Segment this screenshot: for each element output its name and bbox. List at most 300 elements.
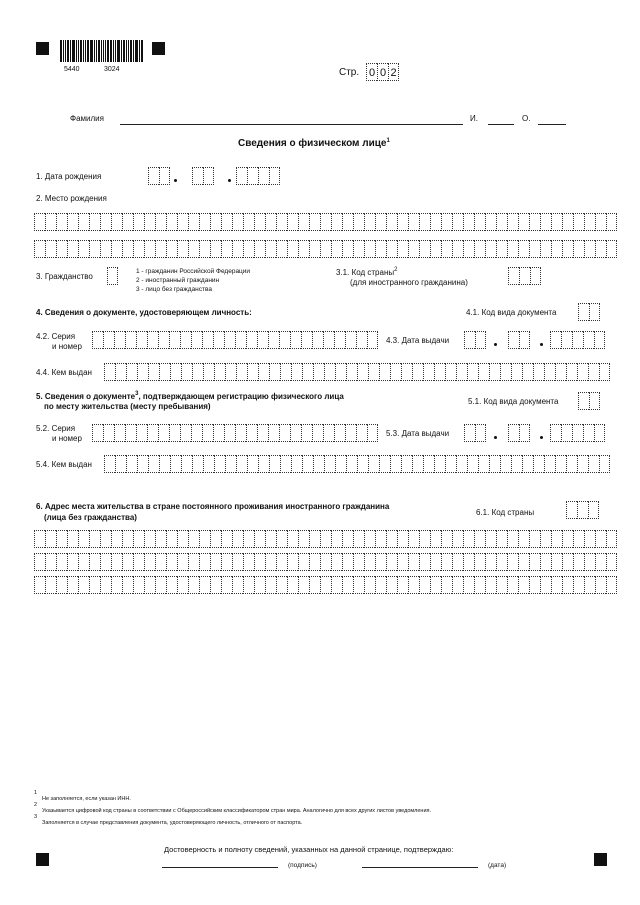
input-cell[interactable] xyxy=(254,553,265,571)
input-cell[interactable] xyxy=(254,576,265,594)
input-cell[interactable] xyxy=(221,240,232,258)
input-cell[interactable] xyxy=(474,530,485,548)
input-cell[interactable] xyxy=(290,424,301,442)
input-cell[interactable] xyxy=(496,240,507,258)
input-cell[interactable] xyxy=(551,576,562,594)
input-cell[interactable] xyxy=(287,240,298,258)
input-cell[interactable] xyxy=(456,455,467,473)
input-cell[interactable] xyxy=(290,331,301,349)
input-cell[interactable] xyxy=(232,576,243,594)
input-cell[interactable] xyxy=(236,363,247,381)
input-cell[interactable] xyxy=(133,530,144,548)
input-cell[interactable] xyxy=(302,455,313,473)
input-cell[interactable] xyxy=(529,530,540,548)
input-cell[interactable] xyxy=(342,553,353,571)
input-cell[interactable] xyxy=(67,240,78,258)
input-cell[interactable] xyxy=(67,530,78,548)
input-cell[interactable] xyxy=(210,240,221,258)
input-cell[interactable] xyxy=(122,553,133,571)
input-cell[interactable] xyxy=(122,213,133,231)
input-cell[interactable] xyxy=(34,240,45,258)
input-cell[interactable] xyxy=(125,331,136,349)
input-cell[interactable] xyxy=(188,553,199,571)
input-cell[interactable] xyxy=(111,576,122,594)
input-cell[interactable] xyxy=(166,213,177,231)
input-cell[interactable] xyxy=(518,530,529,548)
input-cell[interactable] xyxy=(301,424,312,442)
input-cell[interactable] xyxy=(342,530,353,548)
input-cell[interactable] xyxy=(474,553,485,571)
input-cell[interactable] xyxy=(599,455,610,473)
input-cell[interactable] xyxy=(474,576,485,594)
input-cell[interactable] xyxy=(353,553,364,571)
input-cell[interactable] xyxy=(232,530,243,548)
input-cell[interactable] xyxy=(202,331,213,349)
input-cell[interactable] xyxy=(551,553,562,571)
input-cell[interactable] xyxy=(144,240,155,258)
input-cell[interactable] xyxy=(147,424,158,442)
registration-issue-year[interactable] xyxy=(550,424,605,442)
input-cell[interactable] xyxy=(430,530,441,548)
input-cell[interactable] xyxy=(45,240,56,258)
input-cell[interactable] xyxy=(335,363,346,381)
input-cell[interactable] xyxy=(301,331,312,349)
input-cell[interactable] xyxy=(56,576,67,594)
input-cell[interactable] xyxy=(100,553,111,571)
input-cell[interactable] xyxy=(331,530,342,548)
input-cell[interactable] xyxy=(243,213,254,231)
input-cell[interactable] xyxy=(573,213,584,231)
input-cell[interactable] xyxy=(203,455,214,473)
patronymic-initial-line[interactable] xyxy=(538,124,566,125)
input-cell[interactable] xyxy=(89,576,100,594)
input-cell[interactable] xyxy=(346,363,357,381)
input-cell[interactable] xyxy=(144,530,155,548)
input-cell[interactable] xyxy=(243,530,254,548)
input-cell[interactable] xyxy=(313,455,324,473)
input-cell[interactable] xyxy=(221,530,232,548)
input-cell[interactable] xyxy=(188,576,199,594)
input-cell[interactable] xyxy=(452,576,463,594)
input-cell[interactable] xyxy=(100,576,111,594)
input-cell[interactable] xyxy=(126,363,137,381)
input-cell[interactable] xyxy=(419,240,430,258)
surname-line[interactable] xyxy=(120,124,463,125)
input-cell[interactable] xyxy=(177,530,188,548)
registration-doc-type-field[interactable] xyxy=(578,392,600,410)
input-cell[interactable] xyxy=(181,455,192,473)
input-cell[interactable] xyxy=(577,363,588,381)
input-cell[interactable] xyxy=(364,553,375,571)
identity-series-number-field[interactable] xyxy=(92,331,378,349)
input-cell[interactable] xyxy=(287,576,298,594)
identity-issued-by-field[interactable] xyxy=(104,363,610,381)
input-cell[interactable] xyxy=(408,530,419,548)
input-cell[interactable] xyxy=(345,424,356,442)
input-cell[interactable] xyxy=(577,455,588,473)
input-cell[interactable] xyxy=(103,331,114,349)
input-cell[interactable] xyxy=(357,455,368,473)
input-cell[interactable] xyxy=(496,530,507,548)
input-cell[interactable] xyxy=(397,553,408,571)
input-cell[interactable] xyxy=(177,553,188,571)
identity-doc-type-field[interactable] xyxy=(578,303,600,321)
input-cell[interactable] xyxy=(386,530,397,548)
input-cell[interactable] xyxy=(309,576,320,594)
input-cell[interactable] xyxy=(265,553,276,571)
birth-date-year[interactable] xyxy=(236,167,280,185)
input-cell[interactable] xyxy=(136,331,147,349)
input-cell[interactable] xyxy=(518,576,529,594)
input-cell[interactable] xyxy=(89,553,100,571)
input-cell[interactable] xyxy=(386,576,397,594)
input-cell[interactable] xyxy=(342,240,353,258)
input-cell[interactable] xyxy=(257,424,268,442)
input-cell[interactable] xyxy=(353,530,364,548)
birth-date-month[interactable] xyxy=(192,167,214,185)
input-cell[interactable] xyxy=(412,455,423,473)
input-cell[interactable] xyxy=(298,553,309,571)
input-cell[interactable] xyxy=(144,576,155,594)
input-cell[interactable] xyxy=(104,363,115,381)
input-cell[interactable] xyxy=(334,331,345,349)
input-cell[interactable] xyxy=(423,363,434,381)
input-cell[interactable] xyxy=(551,530,562,548)
input-cell[interactable] xyxy=(434,363,445,381)
input-cell[interactable] xyxy=(323,424,334,442)
input-cell[interactable] xyxy=(430,213,441,231)
input-cell[interactable] xyxy=(496,213,507,231)
input-cell[interactable] xyxy=(246,331,257,349)
input-cell[interactable] xyxy=(529,240,540,258)
input-cell[interactable] xyxy=(595,530,606,548)
input-cell[interactable] xyxy=(309,213,320,231)
input-cell[interactable] xyxy=(268,424,279,442)
input-cell[interactable] xyxy=(485,240,496,258)
input-cell[interactable] xyxy=(500,455,511,473)
input-cell[interactable] xyxy=(324,363,335,381)
input-cell[interactable] xyxy=(56,553,67,571)
input-cell[interactable] xyxy=(291,455,302,473)
input-cell[interactable] xyxy=(133,240,144,258)
input-cell[interactable] xyxy=(34,530,45,548)
input-cell[interactable] xyxy=(169,424,180,442)
input-cell[interactable] xyxy=(235,424,246,442)
input-cell[interactable] xyxy=(169,331,180,349)
input-cell[interactable] xyxy=(100,213,111,231)
input-cell[interactable] xyxy=(496,576,507,594)
input-cell[interactable] xyxy=(188,530,199,548)
input-cell[interactable] xyxy=(342,576,353,594)
input-cell[interactable] xyxy=(364,530,375,548)
input-cell[interactable] xyxy=(441,240,452,258)
input-cell[interactable] xyxy=(265,576,276,594)
input-cell[interactable] xyxy=(386,553,397,571)
input-cell[interactable] xyxy=(180,424,191,442)
input-cell[interactable] xyxy=(155,530,166,548)
input-cell[interactable] xyxy=(353,213,364,231)
input-cell[interactable] xyxy=(368,455,379,473)
input-cell[interactable] xyxy=(103,424,114,442)
input-cell[interactable] xyxy=(500,363,511,381)
input-cell[interactable] xyxy=(100,240,111,258)
input-cell[interactable] xyxy=(544,363,555,381)
input-cell[interactable] xyxy=(78,530,89,548)
input-cell[interactable] xyxy=(224,331,235,349)
input-cell[interactable] xyxy=(265,240,276,258)
input-cell[interactable] xyxy=(214,363,225,381)
input-cell[interactable] xyxy=(320,576,331,594)
input-cell[interactable] xyxy=(122,240,133,258)
input-cell[interactable] xyxy=(276,553,287,571)
input-cell[interactable] xyxy=(540,553,551,571)
input-cell[interactable] xyxy=(170,363,181,381)
input-cell[interactable] xyxy=(258,455,269,473)
input-cell[interactable] xyxy=(397,576,408,594)
birth-place-row-1[interactable] xyxy=(34,213,617,231)
input-cell[interactable] xyxy=(474,213,485,231)
input-cell[interactable] xyxy=(313,363,324,381)
input-cell[interactable] xyxy=(188,240,199,258)
input-cell[interactable] xyxy=(159,455,170,473)
input-cell[interactable] xyxy=(210,530,221,548)
identity-issue-year[interactable] xyxy=(550,331,605,349)
input-cell[interactable] xyxy=(485,530,496,548)
input-cell[interactable] xyxy=(155,576,166,594)
input-cell[interactable] xyxy=(45,213,56,231)
input-cell[interactable] xyxy=(331,240,342,258)
input-cell[interactable] xyxy=(133,576,144,594)
input-cell[interactable] xyxy=(606,530,617,548)
input-cell[interactable] xyxy=(177,576,188,594)
input-cell[interactable] xyxy=(478,363,489,381)
input-cell[interactable] xyxy=(114,424,125,442)
input-cell[interactable] xyxy=(507,213,518,231)
input-cell[interactable] xyxy=(214,455,225,473)
foreign-address-row-2[interactable] xyxy=(34,553,617,571)
input-cell[interactable] xyxy=(529,576,540,594)
input-cell[interactable] xyxy=(92,424,103,442)
input-cell[interactable] xyxy=(474,240,485,258)
input-cell[interactable] xyxy=(408,576,419,594)
input-cell[interactable] xyxy=(412,363,423,381)
input-cell[interactable] xyxy=(566,455,577,473)
input-cell[interactable] xyxy=(606,553,617,571)
input-cell[interactable] xyxy=(511,455,522,473)
input-cell[interactable] xyxy=(584,530,595,548)
input-cell[interactable] xyxy=(180,331,191,349)
input-cell[interactable] xyxy=(518,553,529,571)
input-cell[interactable] xyxy=(111,213,122,231)
input-cell[interactable] xyxy=(588,363,599,381)
input-cell[interactable] xyxy=(419,553,430,571)
input-cell[interactable] xyxy=(247,363,258,381)
input-cell[interactable] xyxy=(78,213,89,231)
input-cell[interactable] xyxy=(312,331,323,349)
input-cell[interactable] xyxy=(177,240,188,258)
input-cell[interactable] xyxy=(573,240,584,258)
input-cell[interactable] xyxy=(566,363,577,381)
input-cell[interactable] xyxy=(367,331,378,349)
input-cell[interactable] xyxy=(419,213,430,231)
input-cell[interactable] xyxy=(401,455,412,473)
input-cell[interactable] xyxy=(456,363,467,381)
input-cell[interactable] xyxy=(342,213,353,231)
input-cell[interactable] xyxy=(166,530,177,548)
input-cell[interactable] xyxy=(334,424,345,442)
input-cell[interactable] xyxy=(408,240,419,258)
input-cell[interactable] xyxy=(401,363,412,381)
input-cell[interactable] xyxy=(210,576,221,594)
input-cell[interactable] xyxy=(225,363,236,381)
input-cell[interactable] xyxy=(279,424,290,442)
input-cell[interactable] xyxy=(419,530,430,548)
input-cell[interactable] xyxy=(166,240,177,258)
input-cell[interactable] xyxy=(147,331,158,349)
input-cell[interactable] xyxy=(309,240,320,258)
input-cell[interactable] xyxy=(529,213,540,231)
input-cell[interactable] xyxy=(368,363,379,381)
input-cell[interactable] xyxy=(595,213,606,231)
input-cell[interactable] xyxy=(485,576,496,594)
input-cell[interactable] xyxy=(522,363,533,381)
input-cell[interactable] xyxy=(221,553,232,571)
input-cell[interactable] xyxy=(379,455,390,473)
input-cell[interactable] xyxy=(390,455,401,473)
input-cell[interactable] xyxy=(276,530,287,548)
input-cell[interactable] xyxy=(562,576,573,594)
input-cell[interactable] xyxy=(467,455,478,473)
input-cell[interactable] xyxy=(170,455,181,473)
input-cell[interactable] xyxy=(111,553,122,571)
input-cell[interactable] xyxy=(188,213,199,231)
input-cell[interactable] xyxy=(34,576,45,594)
input-cell[interactable] xyxy=(236,455,247,473)
input-cell[interactable] xyxy=(309,553,320,571)
input-cell[interactable] xyxy=(441,530,452,548)
input-cell[interactable] xyxy=(115,363,126,381)
input-cell[interactable] xyxy=(485,213,496,231)
input-cell[interactable] xyxy=(562,530,573,548)
input-cell[interactable] xyxy=(254,530,265,548)
input-cell[interactable] xyxy=(287,213,298,231)
input-cell[interactable] xyxy=(92,331,103,349)
input-cell[interactable] xyxy=(45,576,56,594)
input-cell[interactable] xyxy=(320,530,331,548)
input-cell[interactable] xyxy=(555,363,566,381)
input-cell[interactable] xyxy=(166,553,177,571)
input-cell[interactable] xyxy=(408,553,419,571)
input-cell[interactable] xyxy=(375,576,386,594)
input-cell[interactable] xyxy=(148,455,159,473)
input-cell[interactable] xyxy=(463,213,474,231)
name-initial-line[interactable] xyxy=(488,124,514,125)
input-cell[interactable] xyxy=(279,331,290,349)
input-cell[interactable] xyxy=(518,240,529,258)
input-cell[interactable] xyxy=(199,530,210,548)
input-cell[interactable] xyxy=(45,530,56,548)
identity-issue-day[interactable] xyxy=(464,331,486,349)
input-cell[interactable] xyxy=(210,213,221,231)
input-cell[interactable] xyxy=(441,213,452,231)
input-cell[interactable] xyxy=(276,576,287,594)
input-cell[interactable] xyxy=(89,240,100,258)
input-cell[interactable] xyxy=(463,530,474,548)
input-cell[interactable] xyxy=(56,530,67,548)
input-cell[interactable] xyxy=(507,240,518,258)
input-cell[interactable] xyxy=(375,213,386,231)
input-cell[interactable] xyxy=(445,455,456,473)
foreign-country-code-field[interactable] xyxy=(566,501,599,519)
input-cell[interactable] xyxy=(210,553,221,571)
input-cell[interactable] xyxy=(408,213,419,231)
input-cell[interactable] xyxy=(158,331,169,349)
input-cell[interactable] xyxy=(159,363,170,381)
input-cell[interactable] xyxy=(540,240,551,258)
input-cell[interactable] xyxy=(213,424,224,442)
input-cell[interactable] xyxy=(291,363,302,381)
input-cell[interactable] xyxy=(606,240,617,258)
input-cell[interactable] xyxy=(280,455,291,473)
input-cell[interactable] xyxy=(320,213,331,231)
input-cell[interactable] xyxy=(346,455,357,473)
input-cell[interactable] xyxy=(136,424,147,442)
input-cell[interactable] xyxy=(364,213,375,231)
input-cell[interactable] xyxy=(452,530,463,548)
input-cell[interactable] xyxy=(67,213,78,231)
input-cell[interactable] xyxy=(312,424,323,442)
input-cell[interactable] xyxy=(489,455,500,473)
input-cell[interactable] xyxy=(115,455,126,473)
input-cell[interactable] xyxy=(522,455,533,473)
input-cell[interactable] xyxy=(298,213,309,231)
input-cell[interactable] xyxy=(485,553,496,571)
input-cell[interactable] xyxy=(298,530,309,548)
input-cell[interactable] xyxy=(478,455,489,473)
input-cell[interactable] xyxy=(287,553,298,571)
input-cell[interactable] xyxy=(489,363,500,381)
input-cell[interactable] xyxy=(434,455,445,473)
input-cell[interactable] xyxy=(540,576,551,594)
input-cell[interactable] xyxy=(224,424,235,442)
input-cell[interactable] xyxy=(125,424,136,442)
input-cell[interactable] xyxy=(562,553,573,571)
input-cell[interactable] xyxy=(191,331,202,349)
input-cell[interactable] xyxy=(353,240,364,258)
input-cell[interactable] xyxy=(323,331,334,349)
input-cell[interactable] xyxy=(445,363,456,381)
input-cell[interactable] xyxy=(104,455,115,473)
input-cell[interactable] xyxy=(511,363,522,381)
input-cell[interactable] xyxy=(298,576,309,594)
identity-issue-month[interactable] xyxy=(508,331,530,349)
input-cell[interactable] xyxy=(243,576,254,594)
input-cell[interactable] xyxy=(287,530,298,548)
input-cell[interactable] xyxy=(375,553,386,571)
input-cell[interactable] xyxy=(496,553,507,571)
input-cell[interactable] xyxy=(507,530,518,548)
input-cell[interactable] xyxy=(213,331,224,349)
input-cell[interactable] xyxy=(126,455,137,473)
input-cell[interactable] xyxy=(67,576,78,594)
citizenship-code-field[interactable] xyxy=(107,267,118,285)
input-cell[interactable] xyxy=(390,363,401,381)
input-cell[interactable] xyxy=(89,530,100,548)
input-cell[interactable] xyxy=(45,553,56,571)
input-cell[interactable] xyxy=(269,363,280,381)
input-cell[interactable] xyxy=(562,240,573,258)
input-cell[interactable] xyxy=(122,530,133,548)
